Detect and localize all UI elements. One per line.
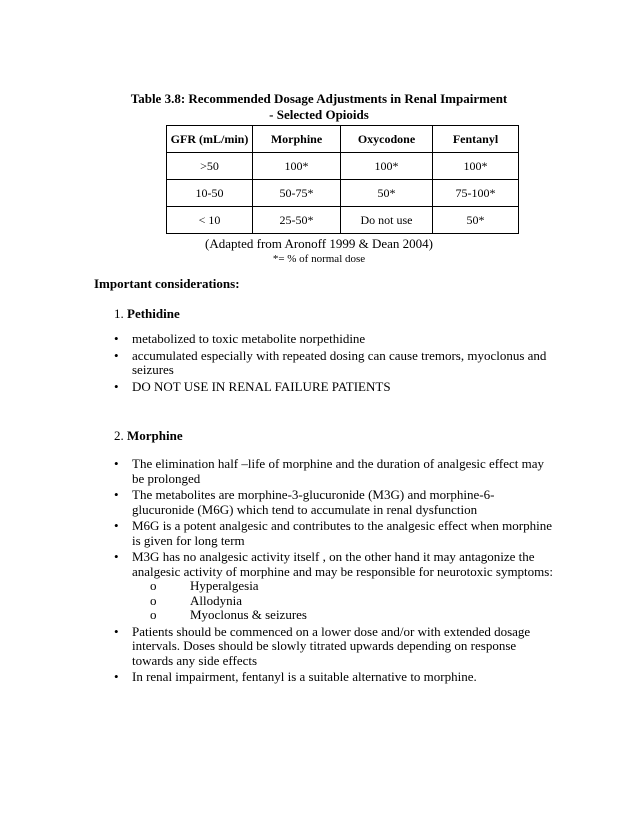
sub-list-marker: o	[150, 607, 157, 622]
table-cell: 50*	[433, 207, 519, 234]
table-title-line-2: - Selected Opioids	[269, 107, 369, 122]
table-title-line-1: Table 3.8: Recommended Dosage Adjustments in Renal Impairment	[130, 91, 508, 106]
morphine-bullet-list	[114, 457, 554, 687]
header-morphine: Morphine	[253, 126, 341, 153]
table-cell: 25-50*	[253, 207, 341, 234]
header-gfr: GFR (mL/min)	[167, 126, 253, 153]
list-item: • metabolized to toxic metabolite norpethidine	[114, 332, 554, 347]
header-oxycodone: Oxycodone	[341, 126, 433, 153]
table-header-row	[167, 126, 519, 153]
table-source: (Adapted from Aronoff 1999 & Dean 2004)	[205, 236, 433, 251]
table-cell: 100*	[433, 153, 519, 180]
considerations-heading: Important considerations:	[94, 276, 240, 291]
sub-list-marker: o	[150, 592, 157, 608]
table-cell: 100*	[253, 153, 341, 180]
sub-list-item	[132, 608, 554, 623]
table-title	[0, 91, 638, 123]
section-number: 2.	[114, 428, 124, 443]
section-number: 1.	[114, 306, 124, 321]
list-item-text: M3G has no analgesic activity itself , on the other hand it may antagonize the analgesic activity of morphine and may be responsible for neurotoxic symptoms:	[132, 549, 553, 579]
list-item	[114, 550, 554, 623]
dosage-table	[166, 125, 519, 234]
table-cell: 75-100*	[433, 180, 519, 207]
table-cell: 50-75*	[253, 180, 341, 207]
sub-list-item	[132, 579, 554, 594]
table-cell: 10-50	[167, 180, 253, 207]
sub-list-marker: o	[150, 578, 157, 593]
list-item: • Patients should be commenced on a lower dose and/or with extended dosage intervals. Doses should be slowly titrated upwards depending on response towards any side effects	[114, 625, 554, 669]
table-row	[167, 153, 519, 180]
list-item: • In renal impairment, fentanyl is a suitable alternative to morphine.	[114, 670, 554, 685]
list-item: • The elimination half –life of morphine and the duration of analgesic effect may be prolonged	[114, 457, 554, 486]
table-row	[167, 207, 519, 234]
list-item: • DO NOT USE IN RENAL FAILURE PATIENTS	[114, 380, 554, 395]
table-row	[167, 180, 519, 207]
table-footnote: *= % of normal dose	[272, 253, 366, 265]
list-item: • The metabolites are morphine-3-glucuronide (M3G) and morphine-6-glucuronide (M6G) which tend to accumulate in renal dysfunction	[114, 488, 554, 517]
table-cell: Do not use	[341, 207, 433, 234]
list-item: • M6G is a potent analgesic and contributes to the analgesic effect when morphine is given for long term	[114, 519, 554, 548]
section-title-morphine	[114, 428, 183, 444]
section-heading: Morphine	[127, 428, 183, 443]
list-item: • accumulated especially with repeated dosing can cause tremors, myoclonus and seizures	[114, 349, 554, 378]
sub-list-text: Hyperalgesia	[190, 578, 259, 593]
table-cell: 50*	[341, 180, 433, 207]
sub-list-item	[132, 594, 554, 609]
sub-list-text: Allodynia	[190, 592, 242, 608]
section-heading: Pethidine	[127, 306, 180, 321]
table-cell: < 10	[167, 207, 253, 234]
sub-list-text: Myoclonus & seizures	[190, 607, 307, 622]
header-fentanyl: Fentanyl	[433, 126, 519, 153]
section-title-pethidine	[114, 306, 180, 322]
symptom-sub-list	[132, 579, 554, 623]
table-cell: 100*	[341, 153, 433, 180]
pethidine-bullet-list	[114, 332, 554, 396]
table-cell: >50	[167, 153, 253, 180]
